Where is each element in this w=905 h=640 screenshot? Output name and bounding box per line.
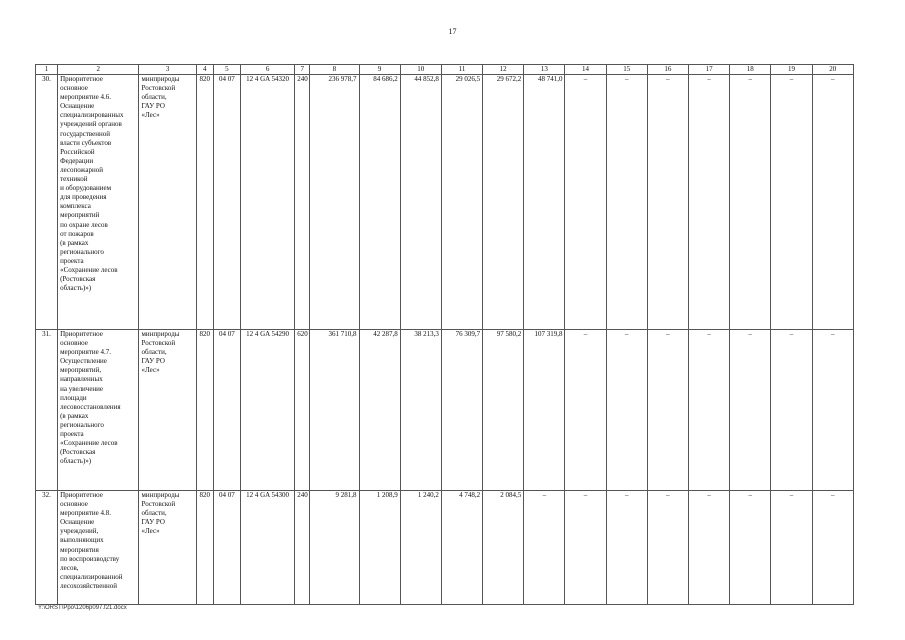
total-amount: 361 710,8: [310, 330, 359, 491]
year-amount: –: [689, 491, 730, 605]
year-amount: –: [647, 330, 688, 491]
column-header: 15: [606, 65, 647, 75]
year-amount: –: [647, 491, 688, 605]
column-header: 14: [565, 65, 606, 75]
total-amount: 9 281,8: [310, 491, 359, 605]
year-amount: 97 580,2: [483, 330, 524, 491]
year-amount: –: [812, 491, 853, 605]
grbs-code: 820: [196, 75, 213, 330]
executor: минприроды Ростовской области, ГАУ РО «Лес»: [139, 330, 196, 491]
column-header: 10: [400, 65, 441, 75]
page-number: 17: [448, 27, 457, 36]
column-header: 11: [441, 65, 482, 75]
row-number: 30.: [36, 75, 58, 330]
year-amount: –: [730, 330, 771, 491]
file-path-footer: Y:\ORST\Ppo\1206p097.f21.docx: [38, 605, 127, 611]
total-amount: 236 978,7: [310, 75, 359, 330]
section-code: 04 07: [213, 75, 240, 330]
activity-name: Приоритетное основное мероприятие 4.7. Осуществление мероприятий, направленных на увеличение площади лесовосстановления (в рамках регионального проекта «Сохранение лесов (Ростовская область)»): [58, 330, 139, 491]
executor: минприроды Ростовской области, ГАУ РО «Лес»: [139, 75, 196, 330]
year-amount: 29 672,2: [483, 75, 524, 330]
column-header: 3: [139, 65, 196, 75]
year-amount: –: [606, 75, 647, 330]
column-header: 9: [359, 65, 400, 75]
year-amount: 44 852,8: [400, 75, 441, 330]
year-amount: –: [812, 330, 853, 491]
year-amount: 1 240,2: [400, 491, 441, 605]
table-row: [36, 330, 854, 491]
table-row: [36, 75, 854, 330]
expense-type-code: 620: [295, 330, 310, 491]
target-article-code: 12 4 GA 54300: [240, 491, 294, 605]
column-header: 7: [295, 65, 310, 75]
year-amount: 1 208,9: [359, 491, 400, 605]
year-amount: –: [524, 491, 565, 605]
column-header: 12: [483, 65, 524, 75]
year-amount: –: [647, 75, 688, 330]
column-header: 8: [310, 65, 359, 75]
year-amount: –: [730, 491, 771, 605]
year-amount: –: [771, 330, 812, 491]
target-article-code: 12 4 GA 54320: [240, 75, 294, 330]
expense-type-code: 240: [295, 75, 310, 330]
year-amount: –: [689, 330, 730, 491]
column-header: 20: [812, 65, 853, 75]
section-code: 04 07: [213, 491, 240, 605]
activity-name: Приоритетное основное мероприятие 4.8. Оснащение учреждений, выполняющих мероприятия по воспроизводству лесов, специализированной лесохозяйственной: [58, 491, 139, 605]
grbs-code: 820: [196, 330, 213, 491]
year-amount: 84 686,2: [359, 75, 400, 330]
target-article-code: 12 4 GA 54290: [240, 330, 294, 491]
activity-name: Приоритетное основное мероприятие 4.6. Оснащение специализированных учреждений органов государственной власти субъектов Российской Федерации лесопожарной техникой и оборудованием для проведения комплекса мероприятий по охране лесов от пожаров (в рамках регионального проекта «Сохранение лесов (Ростовская область)»): [58, 75, 139, 330]
column-header: 17: [689, 65, 730, 75]
year-amount: 42 287,8: [359, 330, 400, 491]
column-header: 1: [36, 65, 58, 75]
column-number-header-row: [36, 65, 854, 75]
expense-type-code: 240: [295, 491, 310, 605]
year-amount: 107 319,8: [524, 330, 565, 491]
year-amount: 4 748,2: [441, 491, 482, 605]
executor: минприроды Ростовской области, ГАУ РО «Лес»: [139, 491, 196, 605]
column-header: 4: [196, 65, 213, 75]
column-header: 13: [524, 65, 565, 75]
grbs-code: 820: [196, 491, 213, 605]
row-number: 31.: [36, 330, 58, 491]
column-header: 6: [240, 65, 294, 75]
year-amount: –: [771, 75, 812, 330]
table-row: [36, 491, 854, 605]
section-code: 04 07: [213, 330, 240, 491]
year-amount: –: [606, 491, 647, 605]
column-header: 18: [730, 65, 771, 75]
year-amount: –: [730, 75, 771, 330]
year-amount: –: [689, 75, 730, 330]
year-amount: 76 309,7: [441, 330, 482, 491]
year-amount: 48 741,0: [524, 75, 565, 330]
row-number: 32.: [36, 491, 58, 605]
year-amount: 29 026,5: [441, 75, 482, 330]
year-amount: 2 084,5: [483, 491, 524, 605]
column-header: 5: [213, 65, 240, 75]
year-amount: –: [565, 330, 606, 491]
budget-table: [35, 64, 854, 605]
year-amount: –: [565, 491, 606, 605]
year-amount: –: [812, 75, 853, 330]
year-amount: –: [771, 491, 812, 605]
column-header: 16: [647, 65, 688, 75]
year-amount: 38 213,3: [400, 330, 441, 491]
column-header: 19: [771, 65, 812, 75]
column-header: 2: [58, 65, 139, 75]
year-amount: –: [565, 75, 606, 330]
year-amount: –: [606, 330, 647, 491]
